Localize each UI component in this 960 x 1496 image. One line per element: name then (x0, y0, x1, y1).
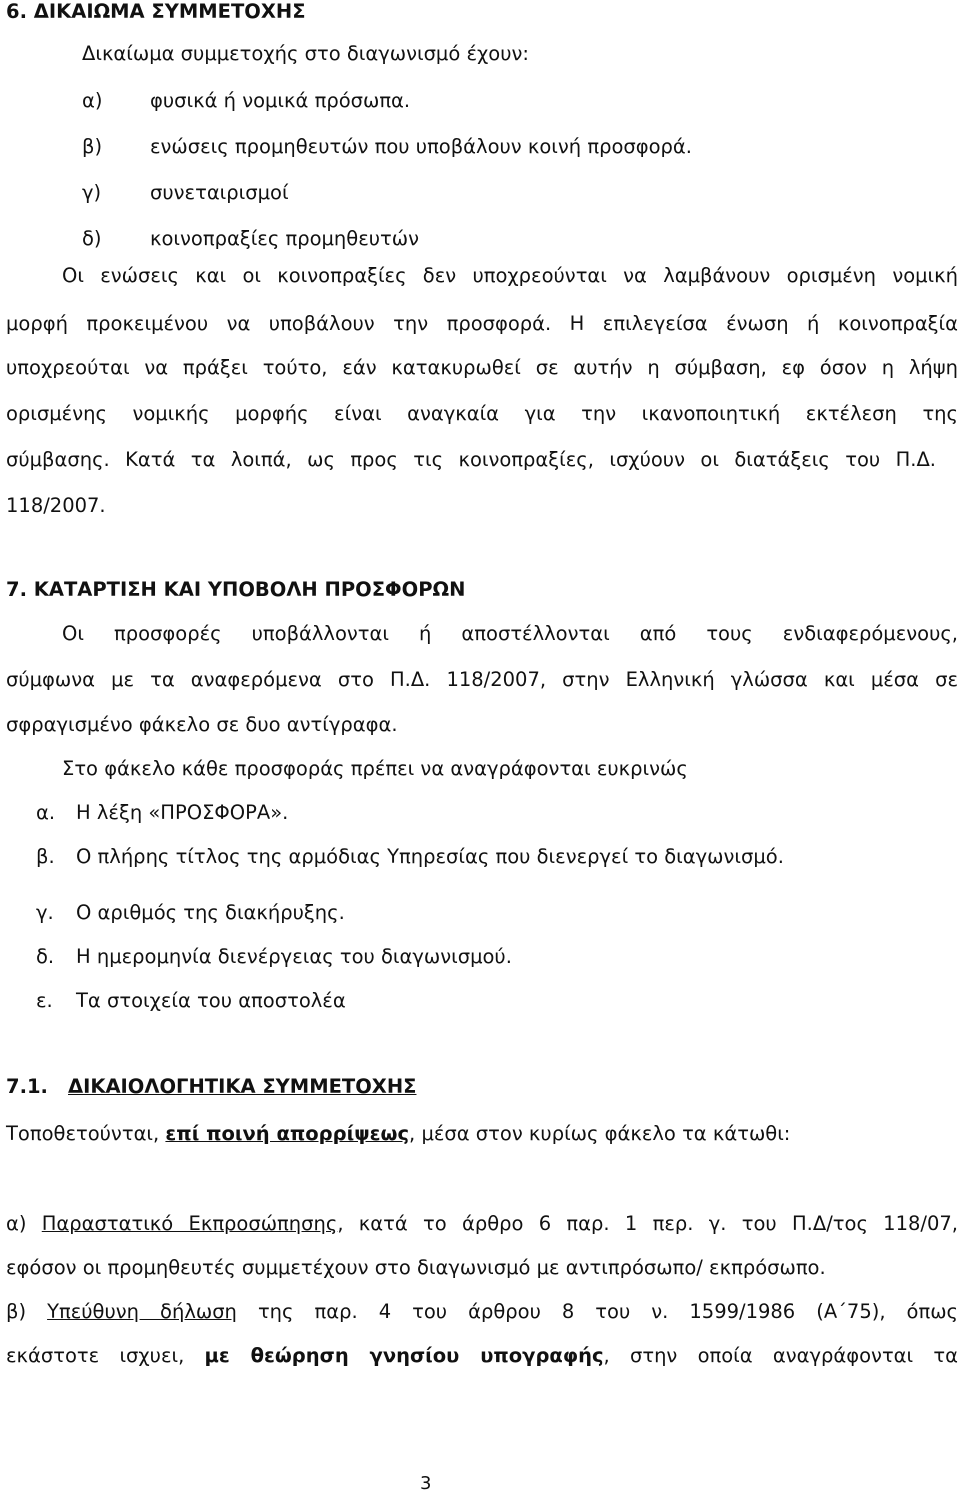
list-item (82, 135, 692, 159)
list-item-text: ενώσεις προμηθευτών που υποβάλουν κοινή προσφορά. (150, 135, 692, 158)
list-item (82, 89, 410, 113)
list-item-label: ε. (36, 989, 53, 1012)
section-7-heading: 7. ΚΑΤΑΡΤΙΣΗ ΚΑΙ ΥΠΟΒΟΛΗ ΠΡΟΣΦΟΡΩΝ (6, 578, 466, 601)
paragraph-line: μορφή προκειμένου να υποβάλουν την προσφορά. Η επιλεγείσα ένωση ή κοινοπραξία (6, 312, 958, 335)
bold-text: με θεώρηση γνησίου υπογραφής (204, 1344, 604, 1367)
page-number: 3 (420, 1473, 432, 1494)
section-6-heading: 6. ΔΙΚΑΙΩΜΑ ΣΥΜΜΕΤΟΧΗΣ (6, 0, 306, 23)
list-item-label: β) (82, 135, 103, 158)
item-text: , κατά το άρθρο 6 παρ. 1 περ. γ. του Π.Δ/τος 118/07, (337, 1212, 958, 1235)
list-item-text: Ο αριθμός της διακήρυξης. (76, 901, 345, 924)
section-7-1-heading (6, 1075, 416, 1099)
list-item-text: Τα στοιχεία του αποστολέα (76, 989, 346, 1012)
list-item (82, 181, 289, 205)
list-item-label: δ) (82, 227, 102, 250)
list-item-text: Η ημερομηνία διενέργειας του διαγωνισμού. (76, 945, 512, 968)
section-6-intro: Δικαίωμα συμμετοχής στο διαγωνισμό έχουν: (82, 42, 529, 65)
item-link-text: Παραστατικό Εκπροσώπησης (41, 1212, 338, 1235)
list-item (36, 945, 512, 969)
item-b-line-2 (6, 1344, 958, 1368)
intro-text: , μέσα στον κυρίως φάκελο τα κάτωθι: (409, 1122, 791, 1145)
intro-text: Τοποθετούνται, (6, 1122, 166, 1145)
paragraph-line: Οι ενώσεις και οι κοινοπραξίες δεν υποχρεούνται να λαμβάνουν ορισμένη νομική (62, 264, 958, 287)
list-item-label: α) (82, 89, 103, 112)
list-item-label: γ) (82, 181, 102, 204)
item-text: , στην οποία αναγράφονται τα (603, 1344, 958, 1367)
section-7-1-intro (6, 1122, 790, 1146)
item-label: α) (6, 1212, 42, 1235)
list-item (36, 989, 346, 1013)
item-label: β) (6, 1300, 48, 1323)
envelope-intro: Στο φάκελο κάθε προσφοράς πρέπει να αναγράφονται ευκρινώς (62, 757, 688, 780)
section-number: 7.1. (6, 1075, 48, 1098)
list-item (82, 227, 419, 251)
paragraph-line: σύμφωνα με τα αναφερόμενα στο Π.Δ. 118/2007, στην Ελληνική γλώσσα και μέσα σε (6, 668, 958, 691)
list-item-label: β. (36, 845, 55, 868)
item-a-line-2: εφόσον οι προμηθευτές συμμετέχουν στο διαγωνισμό με αντιπρόσωπο/ εκπρόσωπο. (6, 1256, 826, 1279)
item-a-line-1 (6, 1212, 958, 1236)
list-item-text: Ο πλήρης τίτλος της αρμόδιας Υπηρεσίας που διενεργεί το διαγωνισμό. (76, 845, 784, 868)
list-item-label: α. (36, 801, 56, 824)
list-item-text: φυσικά ή νομικά πρόσωπα. (150, 89, 411, 112)
list-item-text: συνεταιρισμοί (150, 181, 289, 204)
paragraph-line: Οι προσφορές υποβάλλονται ή αποστέλλονται από τους ενδιαφερόμενους, (62, 622, 958, 645)
item-link-text: Υπεύθυνη δήλωση (47, 1300, 237, 1323)
paragraph-line: 118/2007. (6, 494, 106, 517)
list-item-label: δ. (36, 945, 55, 968)
paragraph-line: ορισμένης νομικής μορφής είναι αναγκαία για την ικανοποιητική εκτέλεση της (6, 402, 958, 425)
list-item (36, 801, 288, 825)
paragraph-line: σφραγισμένο φάκελο σε δυο αντίγραφα. (6, 713, 398, 736)
item-b-line-1 (6, 1300, 958, 1324)
list-item-text: Η λέξη «ΠΡΟΣΦΟΡΑ». (76, 801, 289, 824)
paragraph-line: υποχρεούται να πράξει τούτο, εάν κατακυρωθεί σε αυτήν η σύμβαση, εφ όσον η λήψη (6, 356, 958, 379)
paragraph-line: σύμβασης. Κατά τα λοιπά, ως προς τις κοινοπραξίες, ισχύουν οι διατάξεις του Π.Δ. (6, 448, 936, 471)
list-item-label: γ. (36, 901, 54, 924)
section-title: ΔΙΚΑΙΟΛΟΓΗΤΙΚΑ ΣΥΜΜΕΤΟΧΗΣ (68, 1075, 417, 1098)
item-text: της παρ. 4 του άρθρου 8 του ν. 1599/1986 (Α΄75), όπως (236, 1300, 958, 1323)
emphasis-text: επί ποινή απορρίψεως (165, 1122, 410, 1145)
item-text: εκάστοτε ισχυει, (6, 1344, 205, 1367)
list-item (36, 845, 784, 869)
list-item (36, 901, 345, 925)
list-item-text: κοινοπραξίες προμηθευτών (150, 227, 420, 250)
